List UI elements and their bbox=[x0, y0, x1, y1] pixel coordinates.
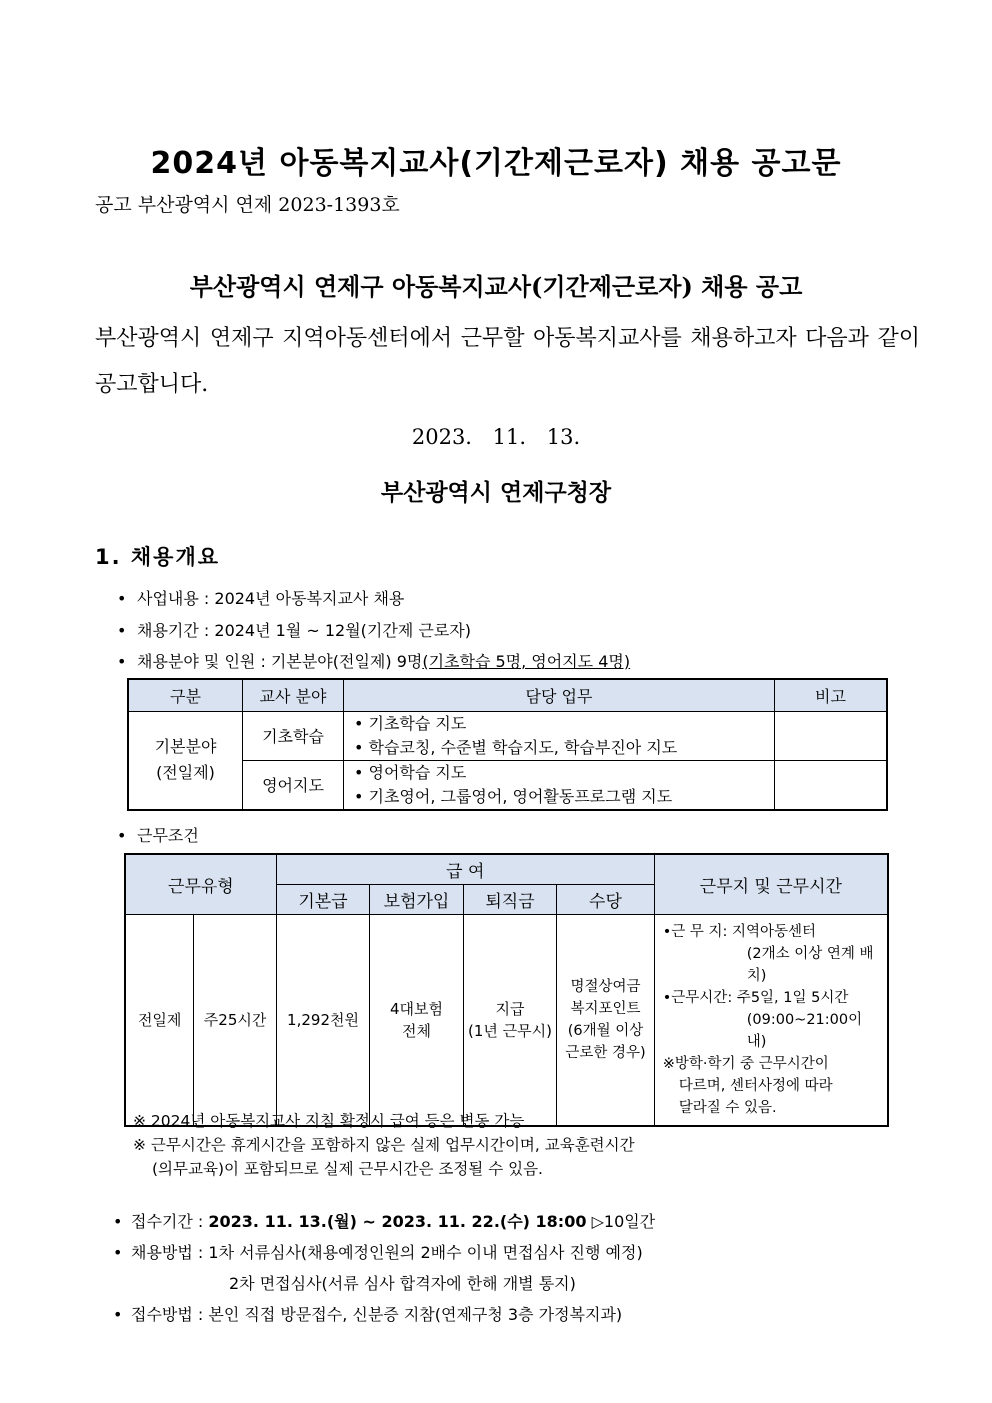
note-line: ※ 2024년 아동복지교사 지침 확정시 급여 등은 변동 가능 bbox=[133, 1112, 525, 1130]
notice-number: 공고 부산광역시 연제 2023-1393호 bbox=[95, 194, 400, 216]
field-table bbox=[127, 678, 888, 811]
duty-cell bbox=[344, 760, 775, 810]
bullet-label: 접수방법 : bbox=[131, 1305, 209, 1324]
table-row bbox=[125, 914, 888, 1126]
note-line: (의무교육)이 포함되므로 실제 근무시간은 조정될 수 있음. bbox=[152, 1160, 543, 1178]
insurance-cell bbox=[370, 914, 463, 1126]
apply-period-value: 2023. 11. 13.(월) ~ 2023. 11. 22.(수) 18:00 bbox=[208, 1212, 587, 1231]
issuer-name: 부산광역시 연제구청장 bbox=[380, 479, 612, 506]
severance-cell bbox=[463, 914, 556, 1126]
category-line: (전일제) bbox=[156, 763, 215, 782]
bullet-dot: • bbox=[117, 589, 127, 608]
notice-date: 2023. 11. 13. bbox=[411, 425, 581, 449]
col-header: 비고 bbox=[775, 679, 888, 711]
col-header: 구분 bbox=[128, 679, 243, 711]
cell-line: (1년 근무시) bbox=[468, 1021, 552, 1040]
note-cell bbox=[775, 760, 888, 810]
field-cell: 영어지도 bbox=[243, 760, 344, 810]
table-row bbox=[128, 711, 887, 760]
cell-line: 4대보험 bbox=[390, 999, 444, 1018]
duty-line: • 학습코칭, 수준별 학습지도, 학습부진아 지도 bbox=[354, 737, 678, 757]
bullet-text: 사업내용 : 2024년 아동복지교사 채용 bbox=[137, 589, 405, 608]
cell-line: (6개월 이상 bbox=[567, 1022, 644, 1039]
cell-line: (09:00~21:00이내) bbox=[746, 1011, 863, 1050]
cell-line: •근무시간: 주5일, 1일 5시간 bbox=[662, 989, 849, 1006]
cell-line: 전체 bbox=[402, 1021, 431, 1040]
apply-days: ▷10일간 bbox=[591, 1212, 656, 1231]
category-line: 기본분야 bbox=[154, 737, 217, 756]
intro-paragraph: 부산광역시 연제구 지역아동센터에서 근무할 아동복지교사를 채용하고자 다음과 같이 공고합니다. bbox=[95, 326, 920, 397]
bullet-underlined-text: (기초학습 5명, 영어지도 4명) bbox=[422, 652, 631, 671]
bullet-text: 채용분야 및 인원 : 기본분야(전일제) 9명 bbox=[137, 652, 423, 671]
duty-cell bbox=[344, 711, 775, 760]
bullet-label: 접수기간 : bbox=[131, 1212, 209, 1231]
bullet-apply-period bbox=[113, 1209, 655, 1232]
cell-line: 달라질 수 있음. bbox=[678, 1099, 777, 1116]
bullet-label: 채용방법 : bbox=[131, 1243, 209, 1262]
bullet-method bbox=[113, 1240, 643, 1263]
hours-cell: 주25시간 bbox=[194, 914, 276, 1126]
cell-line: 다르며, 센터사정에 따라 bbox=[678, 1077, 833, 1094]
table-row bbox=[128, 760, 887, 810]
bullet-dot: • bbox=[113, 1305, 123, 1324]
type-cell: 전일제 bbox=[125, 914, 194, 1126]
bullet-receipt bbox=[113, 1302, 622, 1325]
bullet-dot: • bbox=[117, 621, 127, 640]
allowance-cell bbox=[557, 914, 655, 1126]
category-cell bbox=[128, 711, 243, 810]
bullet-dot: • bbox=[113, 1243, 123, 1262]
sub-header: 기본급 bbox=[276, 884, 369, 914]
col-header: 근무지 및 근무시간 bbox=[654, 854, 888, 914]
duty-line: • 영어학습 지도 bbox=[354, 762, 467, 782]
bullet-text: 채용기간 : 2024년 1월 ~ 12월(기간제 근로자) bbox=[137, 621, 471, 640]
bullet-field bbox=[117, 649, 630, 672]
cell-line: 근로한 경우) bbox=[565, 1044, 646, 1061]
receipt-value: 본인 직접 방문접수, 신분증 지참(연제구청 3층 가정복지과) bbox=[208, 1305, 623, 1324]
bullet-dot: • bbox=[113, 1212, 123, 1231]
cell-line: 복지포인트 bbox=[570, 1000, 641, 1017]
conditions-table bbox=[124, 853, 889, 1127]
bullet-dot: • bbox=[117, 652, 127, 671]
duty-line: • 기초학습 지도 bbox=[354, 713, 467, 733]
cell-line: 명절상여금 bbox=[570, 978, 641, 995]
col-header: 교사 분야 bbox=[243, 679, 344, 711]
note-line: ※ 근무시간은 휴게시간을 포함하지 않은 실제 업무시간이며, 교육훈련시간 bbox=[133, 1136, 635, 1154]
base-pay-cell: 1,292천원 bbox=[276, 914, 369, 1126]
document-title: 2024년 아동복지교사(기간제근로자) 채용 공고문 bbox=[150, 146, 842, 181]
col-header: 급 여 bbox=[276, 854, 654, 884]
method-step: 2차 면접심사(서류 심사 합격자에 한해 개별 통지) bbox=[229, 1274, 576, 1293]
cell-line: (2개소 이상 연계 배치) bbox=[746, 945, 874, 984]
cell-line: 지급 bbox=[495, 999, 525, 1018]
section-heading: 1. 채용개요 bbox=[95, 545, 221, 569]
notice-subtitle: 부산광역시 연제구 아동복지교사(기간제근로자) 채용 공고 bbox=[189, 272, 803, 301]
note-cell bbox=[775, 711, 888, 760]
cell-line: •근 무 지: 지역아동센터 bbox=[662, 923, 817, 940]
col-header: 담당 업무 bbox=[344, 679, 775, 711]
sub-header: 보험가입 bbox=[370, 884, 463, 914]
cell-line: ※방학·학기 중 근무시간이 bbox=[662, 1055, 829, 1072]
bullet-business bbox=[117, 586, 404, 609]
method-step: 1차 서류심사(채용예정인원의 2배수 이내 면접심사 진행 예정) bbox=[208, 1243, 643, 1262]
bullet-conditions bbox=[117, 823, 199, 846]
duty-line: • 기초영어, 그룹영어, 영어활동프로그램 지도 bbox=[354, 786, 673, 806]
bullet-text: 근무조건 bbox=[137, 826, 199, 845]
bullet-period bbox=[117, 618, 471, 641]
sub-header: 퇴직금 bbox=[463, 884, 556, 914]
bullet-dot: • bbox=[117, 826, 127, 845]
field-cell: 기초학습 bbox=[243, 711, 344, 760]
place-hours-cell bbox=[654, 914, 888, 1126]
sub-header: 수당 bbox=[557, 884, 655, 914]
col-header: 근무유형 bbox=[125, 854, 276, 914]
